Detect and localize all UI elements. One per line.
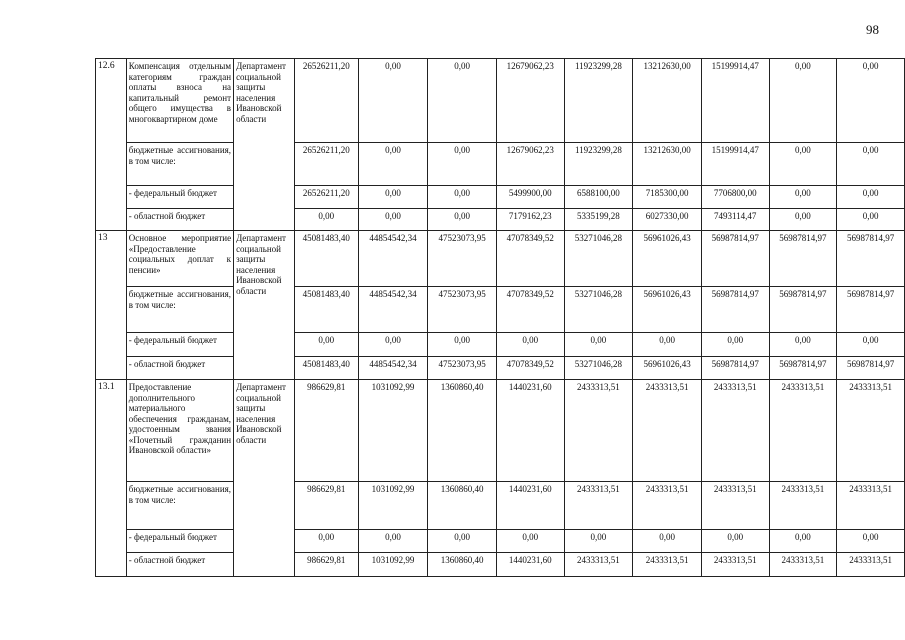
value-cell: 5499900,00 xyxy=(496,186,564,209)
value-cell: 0,00 xyxy=(837,333,905,357)
row-label: бюджетные ассигнования, в том числе: xyxy=(126,143,233,186)
value-cell: 0,00 xyxy=(837,186,905,209)
value-cell: 44854542,34 xyxy=(358,231,428,287)
value-cell: 47523073,95 xyxy=(428,357,497,380)
value-cell: 1360860,40 xyxy=(428,482,497,530)
table-row xyxy=(96,143,905,186)
measure-name: Основное мероприятие «Предоставление социальных доплат к пенсии» xyxy=(126,231,233,287)
table-row xyxy=(96,209,905,231)
value-cell: 2433313,51 xyxy=(837,380,905,482)
row-label: - областной бюджет xyxy=(126,209,233,231)
value-cell: 7185300,00 xyxy=(633,186,702,209)
value-cell: 56987814,97 xyxy=(837,357,905,380)
value-cell: 56987814,97 xyxy=(701,231,769,287)
value-cell: 0,00 xyxy=(358,333,428,357)
value-cell: 0,00 xyxy=(294,333,358,357)
value-cell: 56961026,43 xyxy=(633,357,702,380)
value-cell: 1031092,99 xyxy=(358,553,428,577)
value-cell: 56961026,43 xyxy=(633,287,702,333)
value-cell: 7179162,23 xyxy=(496,209,564,231)
value-cell: 0,00 xyxy=(428,530,497,553)
value-cell: 44854542,34 xyxy=(358,287,428,333)
value-cell: 53271046,28 xyxy=(564,231,633,287)
value-cell: 0,00 xyxy=(358,209,428,231)
row-number: 13.1 xyxy=(96,380,127,577)
value-cell: 1031092,99 xyxy=(358,482,428,530)
value-cell: 47078349,52 xyxy=(496,231,564,287)
value-cell: 2433313,51 xyxy=(633,482,702,530)
page-number: 98 xyxy=(866,22,879,37)
value-cell: 2433313,51 xyxy=(769,380,837,482)
value-cell: 0,00 xyxy=(358,186,428,209)
row-label: - федеральный бюджет xyxy=(126,333,233,357)
row-label: бюджетные ассигнования, в том числе: xyxy=(126,287,233,333)
executor: Департамент социальной защиты населения Ивановской области xyxy=(234,380,295,577)
value-cell: 986629,81 xyxy=(294,553,358,577)
value-cell: 0,00 xyxy=(837,143,905,186)
row-label: - областной бюджет xyxy=(126,553,233,577)
value-cell: 56987814,97 xyxy=(701,357,769,380)
value-cell: 45081483,40 xyxy=(294,357,358,380)
value-cell: 47078349,52 xyxy=(496,287,564,333)
value-cell: 7493114,47 xyxy=(701,209,769,231)
value-cell: 0,00 xyxy=(837,209,905,231)
value-cell: 0,00 xyxy=(564,333,633,357)
measure-name: Компенсация отдельным категориям граждан оплаты взноса на капитальный ремонт общего имущества в многоквартирном доме xyxy=(126,59,233,143)
value-cell: 56987814,97 xyxy=(769,231,837,287)
value-cell: 56961026,43 xyxy=(633,231,702,287)
row-label: - федеральный бюджет xyxy=(126,530,233,553)
value-cell: 2433313,51 xyxy=(837,482,905,530)
value-cell: 0,00 xyxy=(564,530,633,553)
value-cell: 0,00 xyxy=(769,59,837,143)
value-cell: 1360860,40 xyxy=(428,380,497,482)
table-row xyxy=(96,380,905,482)
value-cell: 2433313,51 xyxy=(701,482,769,530)
value-cell: 13212630,00 xyxy=(633,59,702,143)
row-label: - федеральный бюджет xyxy=(126,186,233,209)
value-cell: 11923299,28 xyxy=(564,143,633,186)
value-cell: 0,00 xyxy=(769,186,837,209)
value-cell: 56987814,97 xyxy=(837,231,905,287)
value-cell: 2433313,51 xyxy=(564,482,633,530)
value-cell: 45081483,40 xyxy=(294,287,358,333)
value-cell: 0,00 xyxy=(837,59,905,143)
table-row xyxy=(96,357,905,380)
value-cell: 2433313,51 xyxy=(837,553,905,577)
row-number: 13 xyxy=(96,231,127,380)
value-cell: 2433313,51 xyxy=(564,553,633,577)
value-cell: 0,00 xyxy=(294,209,358,231)
value-cell: 53271046,28 xyxy=(564,287,633,333)
value-cell: 12679062,23 xyxy=(496,143,564,186)
executor: Департамент социальной защиты населения Ивановской области xyxy=(234,231,295,380)
value-cell: 5335199,28 xyxy=(564,209,633,231)
value-cell: 0,00 xyxy=(428,333,497,357)
value-cell: 26526211,20 xyxy=(294,59,358,143)
value-cell: 2433313,51 xyxy=(564,380,633,482)
value-cell: 26526211,20 xyxy=(294,186,358,209)
value-cell: 0,00 xyxy=(358,530,428,553)
table-row xyxy=(96,530,905,553)
value-cell: 12679062,23 xyxy=(496,59,564,143)
value-cell: 0,00 xyxy=(701,530,769,553)
value-cell: 2433313,51 xyxy=(633,553,702,577)
value-cell: 0,00 xyxy=(358,59,428,143)
value-cell: 0,00 xyxy=(294,530,358,553)
table-row xyxy=(96,59,905,143)
value-cell: 53271046,28 xyxy=(564,357,633,380)
value-cell: 15199914,47 xyxy=(701,143,769,186)
row-label: - областной бюджет xyxy=(126,357,233,380)
value-cell: 47078349,52 xyxy=(496,357,564,380)
value-cell: 6588100,00 xyxy=(564,186,633,209)
row-label: бюджетные ассигнования, в том числе: xyxy=(126,482,233,530)
value-cell: 0,00 xyxy=(769,143,837,186)
value-cell: 44854542,34 xyxy=(358,357,428,380)
value-cell: 1440231,60 xyxy=(496,553,564,577)
value-cell: 0,00 xyxy=(769,209,837,231)
value-cell: 2433313,51 xyxy=(701,553,769,577)
value-cell: 2433313,51 xyxy=(769,553,837,577)
value-cell: 0,00 xyxy=(428,209,497,231)
row-number: 12.6 xyxy=(96,59,127,231)
value-cell: 0,00 xyxy=(496,530,564,553)
value-cell: 7706800,00 xyxy=(701,186,769,209)
table-row xyxy=(96,553,905,577)
budget-table xyxy=(95,58,905,577)
value-cell: 56987814,97 xyxy=(837,287,905,333)
table-row xyxy=(96,333,905,357)
table-row xyxy=(96,186,905,209)
value-cell: 986629,81 xyxy=(294,482,358,530)
value-cell: 45081483,40 xyxy=(294,231,358,287)
value-cell: 0,00 xyxy=(837,530,905,553)
value-cell: 47523073,95 xyxy=(428,287,497,333)
value-cell: 0,00 xyxy=(633,530,702,553)
value-cell: 0,00 xyxy=(428,186,497,209)
value-cell: 1360860,40 xyxy=(428,553,497,577)
value-cell: 56987814,97 xyxy=(769,357,837,380)
measure-name: Предоставление дополнительного материального обеспечения гражданам, удостоенным звания «Почетный гражданин Ивановской области» xyxy=(126,380,233,482)
value-cell: 0,00 xyxy=(428,59,497,143)
table-row xyxy=(96,287,905,333)
value-cell: 0,00 xyxy=(633,333,702,357)
value-cell: 1031092,99 xyxy=(358,380,428,482)
value-cell: 11923299,28 xyxy=(564,59,633,143)
value-cell: 13212630,00 xyxy=(633,143,702,186)
value-cell: 1440231,60 xyxy=(496,482,564,530)
value-cell: 15199914,47 xyxy=(701,59,769,143)
value-cell: 986629,81 xyxy=(294,380,358,482)
value-cell: 0,00 xyxy=(769,333,837,357)
value-cell: 0,00 xyxy=(769,530,837,553)
value-cell: 2433313,51 xyxy=(769,482,837,530)
table-row xyxy=(96,231,905,287)
value-cell: 56987814,97 xyxy=(769,287,837,333)
value-cell: 56987814,97 xyxy=(701,287,769,333)
value-cell: 6027330,00 xyxy=(633,209,702,231)
value-cell: 2433313,51 xyxy=(633,380,702,482)
executor: Департамент социальной защиты населения Ивановской области xyxy=(234,59,295,231)
value-cell: 0,00 xyxy=(428,143,497,186)
value-cell: 0,00 xyxy=(701,333,769,357)
value-cell: 26526211,20 xyxy=(294,143,358,186)
value-cell: 47523073,95 xyxy=(428,231,497,287)
value-cell: 2433313,51 xyxy=(701,380,769,482)
table-row xyxy=(96,482,905,530)
value-cell: 0,00 xyxy=(358,143,428,186)
value-cell: 0,00 xyxy=(496,333,564,357)
value-cell: 1440231,60 xyxy=(496,380,564,482)
